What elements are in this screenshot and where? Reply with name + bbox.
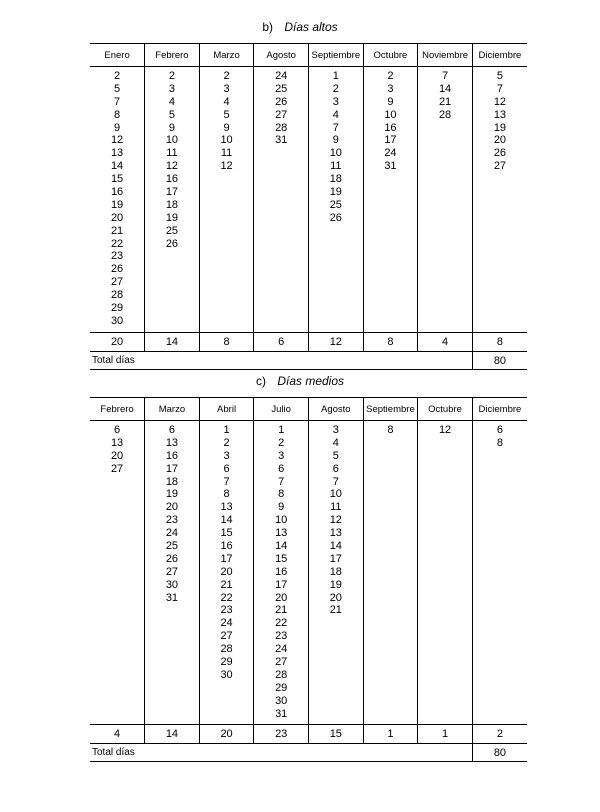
day-number: 25 (329, 198, 342, 211)
day-number: 25 (275, 82, 288, 95)
month-total: 15 (309, 725, 364, 744)
day-number: 3 (332, 424, 339, 436)
day-number: 21 (329, 604, 342, 617)
day-cell (418, 421, 473, 725)
day-number: 18 (165, 198, 179, 211)
day-cell (472, 421, 527, 725)
day-list (200, 67, 254, 173)
day-number: 26 (275, 95, 288, 108)
day-number: 13 (165, 436, 179, 449)
month-header: Septiembre (363, 398, 418, 421)
day-number: 14 (438, 82, 452, 95)
day-number: 22 (110, 237, 124, 250)
day-number: 11 (166, 147, 178, 160)
day-list (418, 421, 472, 437)
day-number: 31 (384, 160, 397, 173)
day-number: 20 (329, 591, 342, 604)
month-total: 12 (309, 333, 364, 352)
day-number: 24 (384, 147, 397, 160)
day-number: 26 (329, 211, 342, 224)
day-number: 24 (275, 70, 288, 82)
day-number: 14 (220, 514, 233, 527)
month-total: 8 (472, 333, 527, 352)
day-list (473, 67, 527, 173)
day-number: 6 (332, 462, 339, 475)
header-row (90, 44, 527, 67)
header-row (90, 398, 527, 421)
day-number: 29 (220, 656, 233, 669)
day-number: 16 (110, 186, 124, 199)
day-number: 5 (223, 108, 230, 121)
section-label: c) (255, 374, 266, 388)
day-number: 8 (387, 424, 394, 436)
month-total: 1 (363, 725, 418, 744)
month-total: 14 (145, 725, 200, 744)
day-number: 11 (330, 160, 342, 173)
day-number: 27 (110, 462, 124, 475)
day-number: 18 (329, 565, 342, 578)
day-number: 27 (275, 656, 288, 669)
day-cell (199, 67, 254, 333)
day-number: 9 (168, 121, 175, 134)
day-number: 7 (496, 82, 503, 95)
day-number: 25 (165, 540, 179, 553)
day-number: 12 (220, 160, 233, 173)
month-header: Abril (199, 398, 254, 421)
day-number: 10 (165, 134, 179, 147)
month-total: 4 (90, 725, 145, 744)
day-cell (363, 421, 418, 725)
day-list (473, 421, 527, 450)
dias-altos-table (90, 43, 527, 370)
day-number: 8 (223, 488, 230, 501)
month-header: Marzo (199, 44, 254, 67)
day-number: 9 (387, 95, 394, 108)
grand-total: 80 (472, 744, 527, 762)
day-number: 17 (275, 578, 288, 591)
month-total: 20 (199, 725, 254, 744)
day-number: 3 (278, 449, 285, 462)
day-number: 3 (168, 82, 175, 95)
totals-row (90, 333, 527, 352)
day-number: 10 (220, 134, 233, 147)
day-number: 13 (110, 436, 124, 449)
day-number: 24 (165, 527, 179, 540)
day-number: 16 (384, 121, 397, 134)
day-cell (145, 67, 200, 333)
day-number: 30 (110, 314, 124, 327)
day-number: 23 (220, 604, 233, 617)
day-number: 25 (165, 224, 179, 237)
day-number: 9 (223, 121, 230, 134)
day-number: 13 (275, 527, 288, 540)
day-number: 31 (275, 707, 288, 720)
month-header: Enero (90, 44, 145, 67)
day-number: 13 (220, 501, 233, 514)
grand-total-row (90, 744, 527, 762)
day-number: 2 (223, 436, 230, 449)
month-total: 14 (145, 333, 200, 352)
month-total: 1 (418, 725, 473, 744)
month-total: 6 (254, 333, 309, 352)
day-number: 13 (329, 527, 342, 540)
day-list (145, 67, 199, 250)
day-number: 4 (168, 95, 175, 108)
day-number: 7 (332, 475, 339, 488)
day-number: 2 (223, 70, 230, 82)
day-number: 15 (275, 552, 288, 565)
day-number: 10 (275, 514, 288, 527)
day-number: 12 (493, 95, 507, 108)
day-number: 28 (110, 289, 124, 302)
days-row (90, 421, 527, 725)
day-cell (363, 67, 418, 333)
day-number: 19 (329, 186, 342, 199)
day-list (90, 67, 144, 328)
day-number: 21 (220, 578, 233, 591)
day-list (254, 421, 308, 720)
day-number: 1 (332, 70, 339, 82)
day-number: 6 (114, 424, 121, 436)
day-number: 28 (275, 121, 288, 134)
day-number: 29 (275, 681, 288, 694)
day-number: 17 (220, 552, 233, 565)
month-header: Noviembre (418, 44, 473, 67)
day-list (309, 421, 363, 617)
day-number: 8 (114, 108, 121, 121)
day-number: 15 (110, 173, 124, 186)
day-number: 5 (496, 70, 503, 82)
day-number: 6 (223, 462, 230, 475)
day-number: 20 (493, 134, 507, 147)
day-cell (309, 421, 364, 725)
day-number: 28 (220, 643, 233, 656)
month-total: 23 (254, 725, 309, 744)
day-number: 26 (493, 147, 507, 160)
day-number: 21 (110, 224, 124, 237)
day-number: 16 (275, 565, 288, 578)
month-total: 4 (418, 333, 473, 352)
day-number: 7 (114, 95, 121, 108)
day-number: 18 (329, 173, 342, 186)
day-number: 22 (275, 617, 288, 630)
month-header: Septiembre (309, 44, 364, 67)
day-number: 3 (223, 82, 230, 95)
day-number: 20 (165, 501, 179, 514)
day-number: 7 (442, 70, 449, 82)
day-number: 21 (438, 95, 452, 108)
day-list (90, 421, 144, 476)
day-number: 5 (114, 82, 121, 95)
day-number: 12 (165, 160, 179, 173)
day-cell (472, 67, 527, 333)
day-cell (418, 67, 473, 333)
month-header: Febrero (90, 398, 145, 421)
day-number: 31 (275, 134, 288, 147)
day-list (364, 67, 418, 173)
day-number: 11 (220, 147, 233, 160)
day-number: 23 (165, 514, 179, 527)
day-number: 27 (165, 565, 179, 578)
day-number: 16 (220, 540, 233, 553)
day-number: 2 (387, 70, 394, 82)
month-total: 8 (363, 333, 418, 352)
day-number: 22 (220, 591, 233, 604)
day-number: 4 (332, 436, 339, 449)
month-header: Diciembre (472, 44, 527, 67)
month-header: Octubre (363, 44, 418, 67)
day-cell (254, 421, 309, 725)
section-b-caption (0, 20, 600, 34)
day-number: 27 (493, 160, 507, 173)
day-number: 28 (438, 108, 452, 121)
month-total: 20 (90, 333, 145, 352)
day-number: 21 (275, 604, 288, 617)
day-number: 8 (496, 436, 503, 449)
day-number: 14 (329, 540, 342, 553)
day-cell (145, 421, 200, 725)
day-number: 3 (223, 449, 230, 462)
day-number: 12 (110, 134, 124, 147)
day-number: 27 (110, 276, 124, 289)
day-number: 7 (332, 121, 339, 134)
days-row (90, 67, 527, 333)
total-label: Total días (90, 744, 199, 762)
day-number: 6 (168, 424, 175, 436)
month-header: Julio (254, 398, 309, 421)
day-number: 13 (110, 147, 124, 160)
dias-medios-table (90, 397, 527, 762)
day-number: 28 (275, 668, 288, 681)
day-number: 18 (165, 475, 179, 488)
day-number: 14 (275, 540, 288, 553)
day-number: 20 (110, 449, 124, 462)
day-number: 11 (330, 501, 342, 514)
day-number: 19 (493, 121, 507, 134)
day-number: 4 (332, 108, 339, 121)
day-number: 23 (110, 250, 124, 263)
day-number: 7 (223, 475, 230, 488)
day-number: 10 (384, 108, 397, 121)
day-number: 26 (110, 263, 124, 276)
day-number: 24 (220, 617, 233, 630)
day-number: 9 (332, 134, 339, 147)
day-number: 8 (278, 488, 285, 501)
day-number: 1 (278, 424, 285, 436)
day-number: 12 (329, 514, 342, 527)
day-number: 14 (110, 160, 124, 173)
day-number: 12 (438, 424, 452, 436)
totals-row (90, 725, 527, 744)
day-list (418, 67, 472, 122)
section-title: Días altos (284, 20, 338, 34)
month-total: 2 (472, 725, 527, 744)
day-number: 19 (329, 578, 342, 591)
day-number: 23 (275, 630, 288, 643)
month-header: Agosto (309, 398, 364, 421)
day-number: 26 (165, 237, 179, 250)
day-number: 13 (493, 108, 507, 121)
month-header: Octubre (418, 398, 473, 421)
day-cell (90, 67, 145, 333)
day-number: 17 (165, 462, 179, 475)
day-number: 29 (110, 302, 124, 315)
day-number: 30 (275, 694, 288, 707)
month-header: Febrero (145, 44, 200, 67)
day-number: 19 (165, 211, 179, 224)
day-list (145, 421, 199, 604)
day-number: 27 (275, 108, 288, 121)
day-number: 6 (278, 462, 285, 475)
day-number: 19 (110, 198, 124, 211)
day-number: 10 (329, 147, 342, 160)
day-number: 5 (332, 449, 339, 462)
day-number: 26 (165, 552, 179, 565)
spacer-cell (199, 744, 472, 762)
day-number: 7 (278, 475, 285, 488)
total-label: Total días (90, 352, 199, 370)
day-number: 20 (110, 211, 124, 224)
day-list (200, 421, 254, 682)
day-list (309, 67, 363, 225)
section-c-caption (0, 374, 600, 388)
day-number: 17 (384, 134, 397, 147)
day-number: 17 (165, 186, 179, 199)
day-number: 3 (332, 95, 339, 108)
day-number: 2 (168, 70, 175, 82)
day-list (254, 67, 308, 147)
day-cell (90, 421, 145, 725)
day-number: 6 (496, 424, 503, 436)
day-number: 31 (165, 591, 179, 604)
day-cell (199, 421, 254, 725)
day-number: 5 (168, 108, 175, 121)
section-label: b) (262, 20, 273, 34)
day-number: 9 (114, 121, 121, 134)
grand-total-row (90, 352, 527, 370)
month-header: Diciembre (472, 398, 527, 421)
day-number: 15 (220, 527, 233, 540)
day-number: 24 (275, 643, 288, 656)
day-number: 30 (220, 668, 233, 681)
month-total: 8 (199, 333, 254, 352)
day-number: 2 (332, 82, 339, 95)
month-header: Agosto (254, 44, 309, 67)
day-number: 19 (165, 488, 179, 501)
day-number: 27 (220, 630, 233, 643)
day-number: 2 (114, 70, 121, 82)
day-number: 4 (223, 95, 230, 108)
day-number: 1 (223, 424, 230, 436)
day-number: 3 (387, 82, 394, 95)
day-cell (309, 67, 364, 333)
day-number: 10 (329, 488, 342, 501)
day-number: 9 (278, 501, 285, 514)
section-title: Días medios (277, 374, 345, 388)
day-number: 16 (165, 449, 179, 462)
month-header: Marzo (145, 398, 200, 421)
spacer-cell (199, 352, 472, 370)
day-cell (254, 67, 309, 333)
day-number: 17 (329, 552, 342, 565)
grand-total: 80 (472, 352, 527, 370)
day-number: 30 (165, 578, 179, 591)
day-number: 16 (165, 173, 179, 186)
day-number: 20 (275, 591, 288, 604)
day-list (364, 421, 418, 437)
day-number: 20 (220, 565, 233, 578)
day-number: 2 (278, 436, 285, 449)
